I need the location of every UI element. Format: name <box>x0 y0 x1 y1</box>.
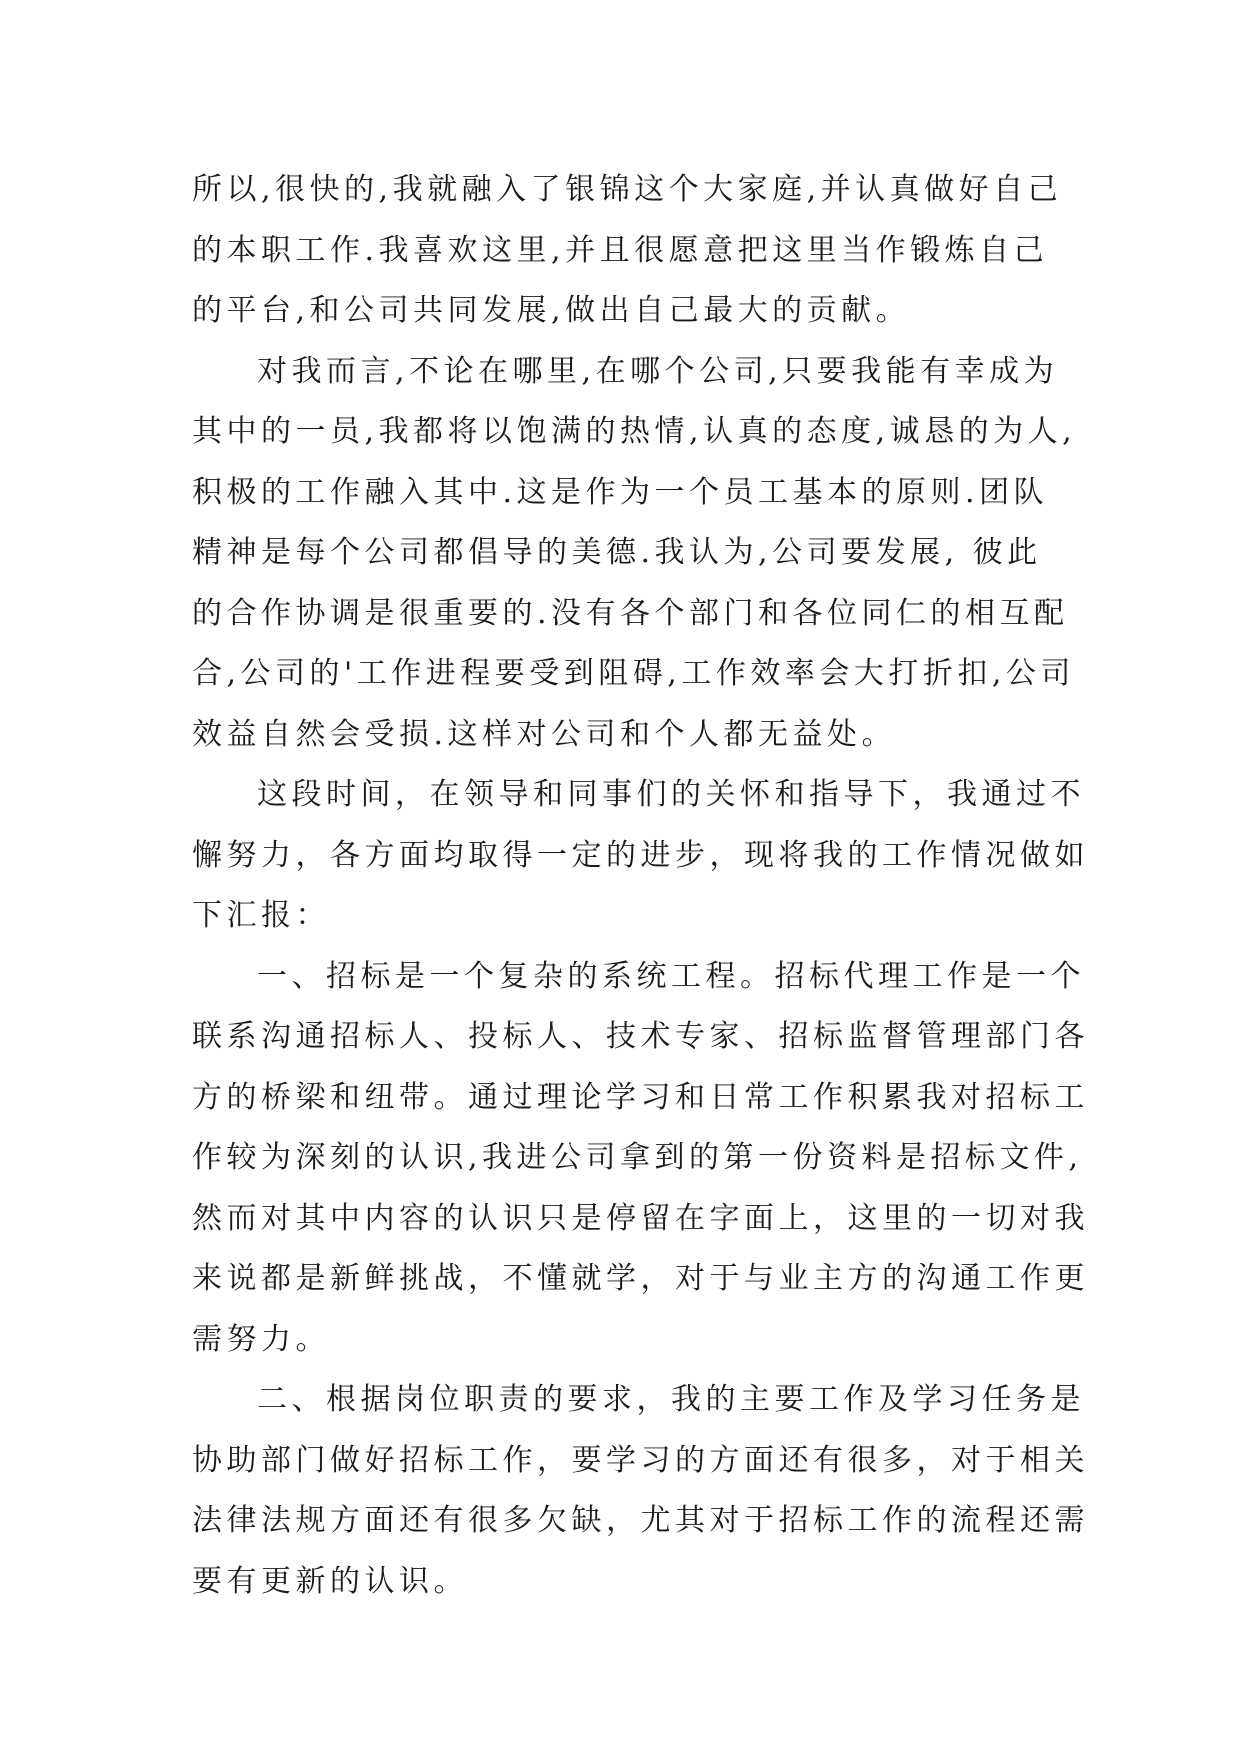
text-line: 的平台,和公司共同发展,做出自己最大的贡献。 <box>192 293 911 328</box>
text-line: 联系沟通招标人、投标人、技术专家、招标监督管理部门各 <box>192 1019 1089 1054</box>
text-line: 然而对其中内容的认识只是停留在字面上，这里的一切对我 <box>192 1200 1089 1236</box>
text-line: 需努力。 <box>192 1321 330 1357</box>
text-line: 协助部门做好招标工作，要学习的方面还有很多，对于相关 <box>192 1442 1089 1478</box>
paragraph-first-line: 对我而言,不论在哪里,在哪个公司,只要我能有幸成为 <box>257 353 1059 389</box>
text-line: 效益自然会受损.这样对公司和个人都无益处。 <box>192 716 897 752</box>
text-line: 积极的工作融入其中.这是作为一个员工基本的原则.团队 <box>192 474 1049 510</box>
text-line: 合,公司的'工作进程要受到阻碍,工作效率会大打折扣,公司 <box>192 656 1075 691</box>
paragraph-first-line: 二、根据岗位职责的要求，我的主要工作及学习任务是 <box>257 1382 1085 1417</box>
document-body <box>192 160 1089 1612</box>
paragraph-first-line: 一、招标是一个复杂的系统工程。招标代理工作是一个 <box>257 958 1085 994</box>
text-line: 精神是每个公司都倡导的美德.我认为,公司要发展, 彼此 <box>192 535 1042 570</box>
text-line: 懈努力，各方面均取得一定的进步，现将我的工作情况做如 <box>192 837 1089 873</box>
text-line: 方的桥梁和纽带。通过理论学习和日常工作积累我对招标工 <box>192 1079 1089 1115</box>
text-line: 作较为深刻的认识,我进公司拿到的第一份资料是招标文件, <box>192 1140 1083 1175</box>
text-line: 其中的一员,我都将以饱满的热情,认真的态度,诚恳的为人, <box>192 414 1077 449</box>
text-line: 的合作协调是很重要的.没有各个部门和各位同仁的相互配 <box>192 595 1069 631</box>
text-line: 所以,很快的,我就融入了银锦这个大家庭,并认真做好自己 <box>192 172 1063 207</box>
paragraph-first-line: 这段时间，在领导和同事们的关怀和指导下，我通过不 <box>257 777 1085 812</box>
text-line: 要有更新的认识。 <box>192 1563 468 1599</box>
text-line: 来说都是新鲜挑战，不懂就学，对于与业主方的沟通工作更 <box>192 1261 1089 1296</box>
text-line: 下汇报： <box>192 898 330 933</box>
text-line: 法律法规方面还有很多欠缺，尤其对于招标工作的流程还需 <box>192 1503 1089 1538</box>
text-line: 的本职工作.我喜欢这里,并且很愿意把这里当作锻炼自己 <box>192 232 1049 268</box>
